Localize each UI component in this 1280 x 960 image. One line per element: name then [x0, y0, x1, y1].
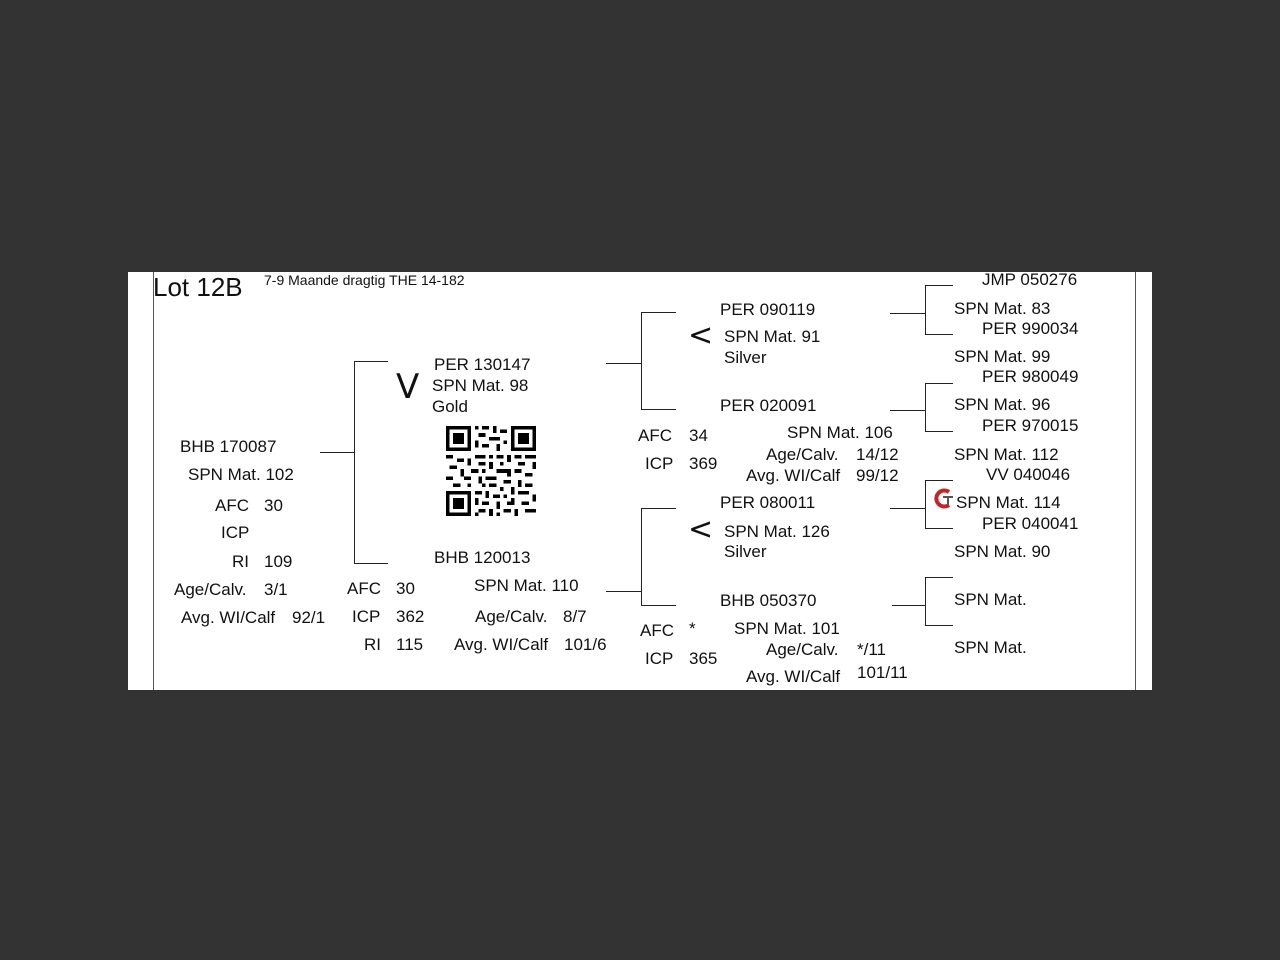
dd-spn: SPN Mat. 101: [734, 619, 840, 638]
sire-award: Gold: [432, 397, 468, 416]
animal-ri-value: 109: [264, 552, 293, 571]
dam-agecalv-value: 8/7: [563, 607, 587, 626]
bracket-line: [354, 563, 388, 564]
qr-code-icon: [446, 426, 536, 516]
ss-id: PER 090119: [720, 300, 816, 319]
dd-icp-label: ICP: [645, 649, 674, 668]
bracket-line: [925, 285, 926, 335]
dam-id: BHB 120013: [434, 548, 531, 567]
animal-avgwi-value: 92/1: [292, 608, 326, 627]
lot-title: Lot 12B: [153, 272, 243, 302]
dd-icp-value: 365: [689, 649, 718, 668]
ds-spn-gen3: SPN Mat. 114: [956, 493, 1061, 512]
bracket-line: [925, 383, 953, 384]
bracket-line: [890, 313, 925, 314]
bracket-line: [925, 480, 953, 481]
dd-id: BHB 050370: [720, 591, 817, 610]
ds-id: PER 080011: [720, 493, 816, 512]
dam-agecalv-label: Age/Calv.: [475, 607, 548, 626]
bracket-line: [925, 285, 953, 286]
left-border: [153, 272, 154, 690]
sdd-id: PER 970015: [982, 416, 1079, 435]
bracket-line: [354, 361, 388, 362]
ss-spn: SPN Mat. 91: [724, 327, 821, 346]
dss-id: VV 040046: [986, 465, 1071, 484]
sd-icp-label: ICP: [645, 454, 674, 473]
bracket-line: [641, 605, 676, 606]
dam-avgwi-value: 101/6: [564, 635, 607, 654]
right-border: [1135, 272, 1136, 690]
dsd-spn: SPN Mat. 90: [954, 542, 1051, 561]
sd-icp-value: 369: [689, 454, 718, 473]
animal-avgwi-label: Avg. WI/Calf: [181, 608, 276, 627]
animal-ri-label: RI: [232, 552, 249, 571]
sd-afc-label: AFC: [638, 426, 672, 445]
bracket-line: [925, 528, 953, 529]
sd-spn: SPN Mat. 106: [787, 423, 893, 442]
dd-spn2: SPN Mat.: [954, 638, 1027, 657]
animal-id: BHB 170087: [180, 437, 277, 456]
bracket-line: [354, 361, 355, 564]
bracket-line: [641, 409, 676, 410]
ssd-spn: SPN Mat. 99: [954, 347, 1051, 366]
sd-spn-gen3: SPN Mat. 96: [954, 395, 1051, 414]
dd-spn1: SPN Mat.: [954, 590, 1027, 609]
sire-v-mark: V: [396, 367, 420, 407]
ss-spn-gen3: SPN Mat. 83: [954, 299, 1051, 318]
animal-agecalv-label: Age/Calv.: [174, 580, 247, 599]
bracket-line: [641, 312, 676, 313]
dam-ri-value: 115: [396, 635, 424, 654]
animal-afc-label: AFC: [215, 496, 249, 515]
lot-note: 7-9 Maande dragtig THE 14-182: [264, 272, 465, 288]
sd-id: PER 020091: [720, 396, 817, 415]
bracket-line: [925, 577, 953, 578]
bracket-line: [892, 605, 925, 606]
sds-id: PER 980049: [982, 367, 1079, 386]
animal-agecalv-value: 3/1: [264, 580, 288, 599]
ds-mark: <: [688, 512, 714, 547]
bracket-line: [925, 431, 953, 432]
bracket-line: [925, 383, 926, 432]
dd-agecalv-label: Age/Calv.: [766, 640, 839, 659]
bracket-line: [925, 625, 953, 626]
sd-avgwi-label: Avg. WI/Calf: [746, 466, 841, 485]
bracket-line: [890, 410, 925, 411]
bracket-line: [641, 508, 676, 509]
dam-icp-value: 362: [396, 607, 425, 626]
bracket-line: [925, 577, 926, 626]
red-c-logo-icon: [932, 488, 958, 510]
dam-spn: SPN Mat. 110: [474, 576, 579, 595]
ds-spn: SPN Mat. 126: [724, 522, 830, 541]
ssd-id: PER 990034: [982, 319, 1079, 338]
bracket-line: [890, 508, 925, 509]
bracket-line: [925, 480, 926, 529]
sdd-spn: SPN Mat. 112: [954, 445, 1059, 464]
sd-agecalv-label: Age/Calv.: [766, 445, 839, 464]
ss-award: Silver: [724, 348, 767, 367]
sire-spn: SPN Mat. 98: [432, 376, 529, 395]
pedigree-sheet: [128, 272, 1152, 690]
sd-afc-value: 34: [689, 426, 708, 445]
dam-ri-label: RI: [364, 635, 381, 654]
dd-afc-label: AFC: [640, 621, 674, 640]
sd-avgwi-value: 99/12: [856, 466, 899, 485]
bracket-line: [320, 452, 354, 453]
ss-mark: <: [688, 318, 714, 353]
dd-avgwi-value: 101/11: [857, 663, 908, 682]
dd-avgwi-label: Avg. WI/Calf: [746, 667, 841, 686]
dam-afc-value: 30: [396, 579, 415, 598]
dam-icp-label: ICP: [352, 607, 381, 626]
ds-award: Silver: [724, 542, 767, 561]
dam-avgwi-label: Avg. WI/Calf: [454, 635, 549, 654]
bracket-line: [641, 312, 642, 410]
animal-afc-value: 30: [264, 496, 283, 515]
bracket-line: [641, 508, 642, 606]
dsd-id: PER 040041: [982, 514, 1079, 533]
bracket-line: [606, 591, 641, 592]
bracket-line: [606, 363, 641, 364]
animal-icp-label: ICP: [221, 523, 250, 542]
animal-spn: SPN Mat. 102: [188, 465, 294, 484]
bracket-line: [925, 334, 953, 335]
sd-agecalv-value: 14/12: [856, 445, 899, 464]
dam-afc-label: AFC: [347, 579, 381, 598]
sire-id: PER 130147: [434, 355, 531, 374]
dd-agecalv-value: */11: [857, 640, 886, 659]
sss-id: JMP 050276: [982, 272, 1078, 289]
dd-afc-value: *: [689, 619, 696, 638]
